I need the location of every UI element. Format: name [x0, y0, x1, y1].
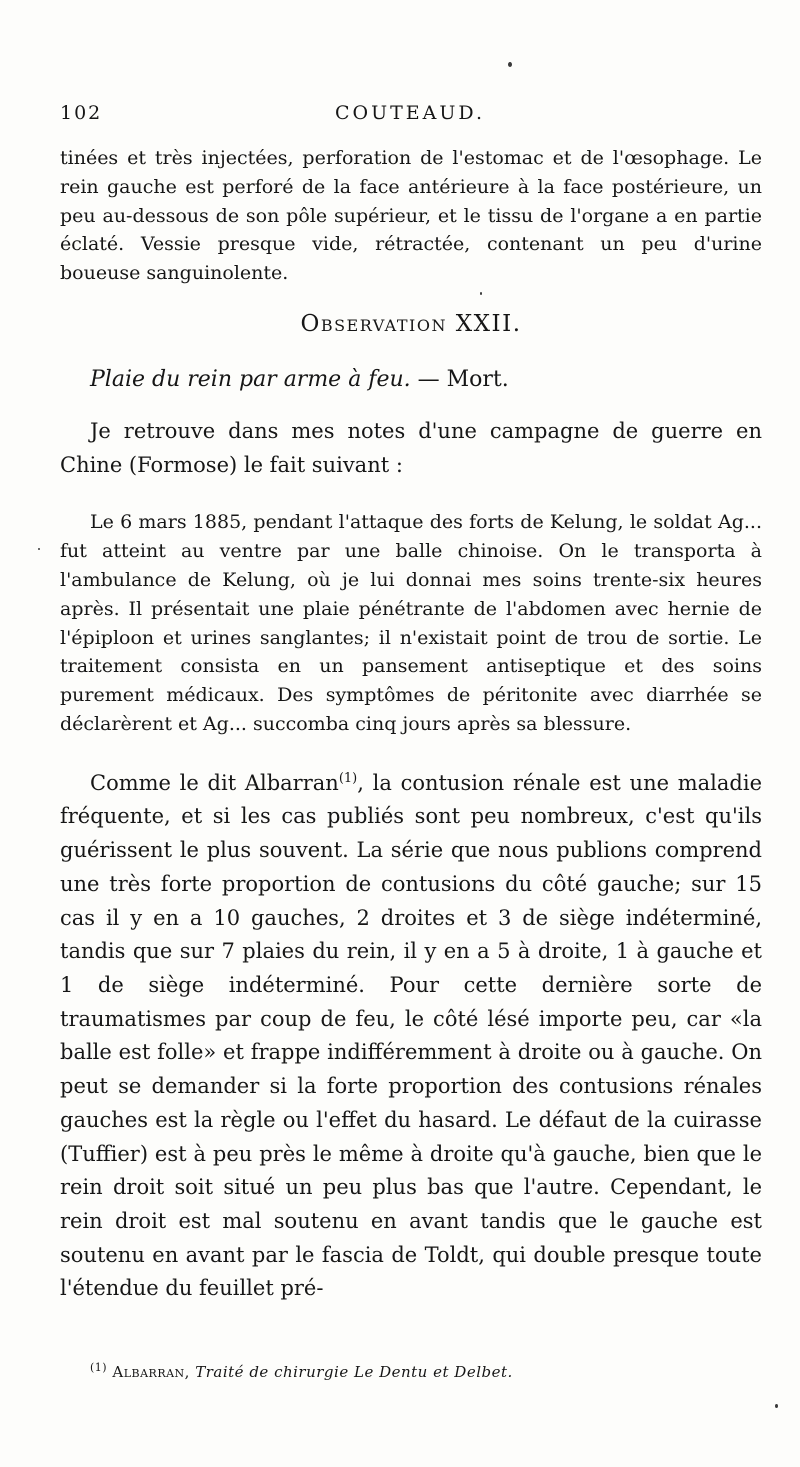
- footnote-title: Traité de chirurgie: [195, 1363, 349, 1381]
- footnote-editors: Le Dentu et Delbet.: [348, 1363, 513, 1381]
- observation-subtitle-outcome: — Mort.: [410, 366, 509, 392]
- page-number: 102: [60, 102, 103, 124]
- paragraph-intro: Je retrouve dans mes notes d'une campagne de guerre en Chine (Formose) le fait suivant :: [60, 418, 762, 477]
- running-title: COUTEAUD.: [335, 102, 485, 124]
- observation-subtitle: [90, 365, 762, 395]
- observation-heading: [60, 309, 762, 339]
- speck-dot: [38, 548, 40, 550]
- speck-dot: [775, 1404, 778, 1408]
- speck-dot: [480, 292, 482, 295]
- speck-dot: [508, 62, 512, 67]
- running-head: [60, 102, 760, 126]
- page-body: [60, 144, 762, 1306]
- footnote: [90, 1362, 750, 1382]
- observation-subtitle-italic: Plaie du rein par arme à feu.: [90, 366, 411, 392]
- observation-label: Observation: [300, 310, 447, 337]
- footnote-mark: (1): [90, 1361, 108, 1374]
- footnote-reference: (1): [338, 770, 358, 786]
- footnote-author: Albarran,: [112, 1363, 190, 1381]
- discussion-text-rest: , la contusion rénale est une maladie fréquente, et si les cas publiés sont peu nombreux, c'est qu'ils guérissent le plus souvent. La série que nous publions comprend une très forte proportion de contusions du côté gauche; sur 15 cas il y en a 10 gauches, 2 droites et 3 de siège indéterminé, tandis que sur 7 plaies du rein, il y en a 5 à droite, 1 à gauche et 1 de siège indéterminé. Pour cette dernière sorte de traumatismes par coup de feu, le côté lésé importe peu, car «la balle est folle» et frappe indifféremment à droite ou à gauche. On peut se demander si la forte proportion des contusions rénales gauches est la règle ou l'effet du hasard. Le défaut de la cuirasse (Tuffier) est à peu près le même à droite qu'à gauche, bien que le rein droit soit situé un peu plus bas que l'autre. Cependant, le rein droit est mal soutenu en avant tandis que le gauche est soutenu en avant par le fascia de Toldt, qui double presque toute l'étendue du feuillet pré-: [60, 770, 762, 1301]
- discussion-text-start: Comme le dit Albarran: [90, 770, 339, 795]
- observation-number: XXII.: [455, 310, 522, 337]
- paragraph-case-report: Le 6 mars 1885, pendant l'attaque des forts de Kelung, le soldat Ag... fut atteint au ventre par une balle chinoise. On le transporta à l'ambulance de Kelung, où je lui donnai mes soins trente-six heures après. Il présentait une plaie pénétrante de l'abdomen avec hernie de l'épiploon et urines sanglantes; il n'existait point de trou de sortie. Le traitement consista en un pansement antiseptique et des soins purement médicaux. Des symptômes de péritonite avec diarrhée se déclarèrent et Ag... succomba cinq jours après sa blessure.: [60, 511, 762, 735]
- paragraph-discussion: [60, 767, 762, 1306]
- paragraph-continuation: tinées et très injectées, perforation de l'estomac et de l'œsophage. Le rein gauche est perforé de la face antérieure à la face postérieure, un peu au-dessous de son pôle supérieur, et le tissu de l'organe a en partie éclaté. Vessie presque vide, rétractée, contenant un peu d'urine boueuse sanguinolente.: [60, 147, 762, 285]
